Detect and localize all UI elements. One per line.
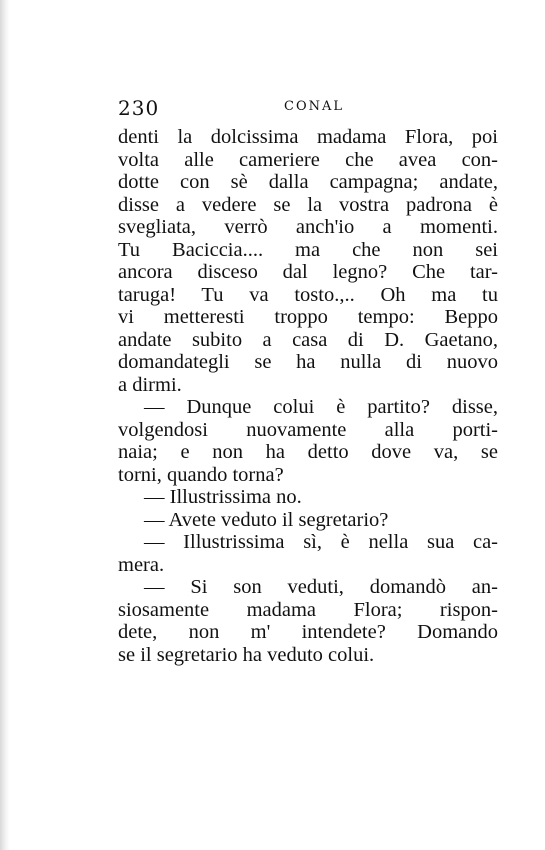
text-line: taruga! Tu va tosto.,.. Oh ma tu bbox=[118, 283, 498, 306]
text-line: — Illustrissima no. bbox=[144, 486, 302, 508]
text-line: a dirmi. bbox=[118, 373, 182, 396]
text-line: disse a vedere se la vostra padrona è bbox=[118, 193, 498, 216]
running-head bbox=[118, 96, 498, 122]
text-line: siosamente madama Flora; rispon- bbox=[118, 598, 498, 621]
text-line: se il segretario ha veduto colui. bbox=[118, 643, 375, 666]
text-line: — Avete veduto il segretario? bbox=[144, 508, 389, 531]
book-page bbox=[118, 96, 498, 666]
text-line: ancora disceso dal legno? Che tar- bbox=[118, 261, 498, 283]
text-line: mera. bbox=[118, 553, 165, 576]
text-line: dotte con sè dalla campagna; andate, bbox=[118, 171, 498, 193]
text-line: naia; e non ha detto dove va, se bbox=[118, 441, 498, 463]
text-line: — Si son veduti, domandò an- bbox=[144, 576, 498, 598]
text-line: denti la dolcissima madama Flora, poi bbox=[118, 126, 498, 148]
text-line: volta alle cameriere che avea con- bbox=[118, 148, 498, 171]
text-line: volgendosi nuovamente alla porti- bbox=[118, 418, 498, 441]
text-line: Tu Baciccia.... ma che non sei bbox=[118, 238, 498, 261]
page-edge-shadow bbox=[0, 0, 10, 850]
page-number: 230 bbox=[118, 96, 160, 120]
text-line: — Dunque colui è partito? disse, bbox=[144, 396, 498, 418]
text-line: dete, non m' intendete? Domando bbox=[118, 621, 498, 643]
text-line: torni, quando torna? bbox=[118, 463, 284, 486]
text-line: — Illustrissima sì, è nella sua ca- bbox=[144, 531, 498, 553]
text-line: andate subito a casa di D. Gaetano, bbox=[118, 328, 498, 351]
running-title: CONAL bbox=[284, 99, 345, 114]
text-line: vi metteresti troppo tempo: Beppo bbox=[118, 306, 498, 328]
text-line: domandategli se ha nulla di nuovo bbox=[118, 351, 498, 373]
body-text bbox=[118, 126, 498, 666]
text-line: svegliata, verrò anch'io a momenti. bbox=[118, 216, 498, 238]
